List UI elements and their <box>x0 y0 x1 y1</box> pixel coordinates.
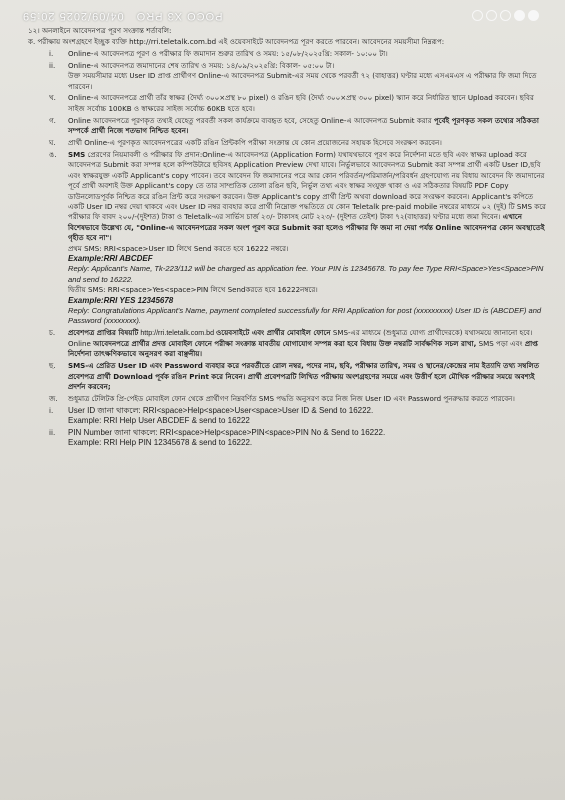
sms-emphasis: এখানে বিশেষভাবে উল্লেখ্য যে, "Online-এ আবেদনপত্রের সকল অংশ পূরণ করে Submit করা হলেও পরীক্ষার ফি জমা না দেয়া পর্যন্ত Online আবেদনপত্র কোন অবস্থাতেই গৃহীত হবে না"। <box>68 212 545 243</box>
list-item <box>28 138 548 148</box>
dot-ring <box>500 10 511 21</box>
watermark-label <box>14 10 223 22</box>
list-item <box>28 150 548 327</box>
dot-filled <box>514 10 525 21</box>
item-marker: ছ. <box>49 361 56 371</box>
admit-bold-3: আবেদনপত্রে প্রার্থীর প্রদত্ত মোবাইল ফোনে পরীক্ষা সংক্রান্ত যাবতীয় যোগাযোগ সম্পন্ন করা হবে বিধায় উক্ত নম্বরটি সার্বক্ষণিক সচল রাখা, <box>93 338 477 348</box>
list-item <box>28 361 548 392</box>
item-marker: গ. <box>49 115 56 125</box>
item-marker: ii. <box>49 60 56 70</box>
item-marker: ii. <box>49 428 56 438</box>
example-2: Example:RRI YES 12345678 <box>68 295 174 305</box>
camera-dots-icon <box>472 10 539 21</box>
admit-bold-2: ওয়েবসাইটে এবং প্রার্থীর মোবাইল ফোনে <box>216 328 331 338</box>
admit-plain-3: SMS পড়া এবং <box>476 338 525 348</box>
admit-bold-1: প্রবেশপত্র প্রাপ্তির বিষয়টি <box>68 328 139 338</box>
item-text: প্রার্থী Online-এ পূরণকৃত আবেদনপত্রের একটি রঙিন প্রিন্টকপি পরীক্ষা সংক্রান্ত যে কোন প্রয়োজনের সহায়ক হিসেবে সংরক্ষণ করবেন। <box>68 138 442 148</box>
example-1: Example:RRI ABCDEF <box>68 254 153 264</box>
reply-2: Reply: Congratulations Applicant's Name, payment completed successfully for RRI Application for post (xxxxxxxxx) User ID is (ABCDEF) and Password (xxxxxxxx). <box>68 306 542 326</box>
list-item <box>28 61 548 92</box>
recovery-line: PIN Number জানা থাকলে: RRI<space>Help<space>PIN<space>PIN No & Send to 16222. <box>68 428 386 438</box>
list-item <box>28 406 548 427</box>
item-marker: ঘ. <box>49 138 56 148</box>
recovery-example: Example: RRI Help PIN 12345678 & send to 16222. <box>68 438 253 448</box>
item-marker: i. <box>49 48 54 58</box>
item-text <box>68 406 548 427</box>
dot-filled <box>528 10 539 21</box>
item-bold: পূর্বেই পূরণকৃত সকল তথ্যের সঠিকতা সম্পর্কে প্রার্থী নিজে শতভাগ নিশ্চিত হবেন। <box>68 115 539 136</box>
item-text: Online-এ আবেদনপত্র পূরণ ও পরীক্ষার ফি জমাদান শুরুর তারিখ ও সময়: ১৫/০৮/২০২৫খ্রি: সকাল- ১০:০০ টা। <box>68 48 388 58</box>
dot-ring <box>472 10 483 21</box>
item-text <box>68 428 548 449</box>
list-item <box>28 328 548 359</box>
recovery-line: User ID জানা থাকলে: RRI<space>Help<space>User<space>User ID & Send to 16222. <box>68 405 374 415</box>
intro-paragraph: ক. পরীক্ষায় অংশগ্রহণে ইচ্ছুক ব্যক্তি http://rri.teletalk.com.bd এই ওয়েবসাইটে আবেদনপত্র পূরণ করতে পারবেন। আবেদনের সময়সীমা নিম্নরূপ: <box>28 37 445 47</box>
watermark-time: 04/09/2025 20:59 <box>22 10 124 22</box>
document-body <box>28 26 548 450</box>
timeline-note: উক্ত সময়সীমার মধ্যে User ID প্রাপ্ত প্রার্থীগণ Online-এ আবেদনপত্র Submit-এর সময় থেকে পরবর্তী ৭২ (বাহাত্তর) ঘণ্টার মধ্যে এসএমএস এ পরীক্ষার ফি জমা দিতে পারবেন। <box>68 71 537 91</box>
sms-lead: SMS <box>68 149 86 159</box>
admit-plain-2: SMS-এর মাধ্যমে (শুধুমাত্র যোগ্য প্রার্থীদেরকে) যথাসময়ে জানানো হবে। Online <box>68 328 533 348</box>
dot-ring <box>486 10 497 21</box>
admit-bold-4: প্রাপ্ত নির্দেশনা তাৎক্ষণিকভাবে অনুসরণ করা বাঞ্ছনীয়। <box>68 338 539 359</box>
item-marker: খ. <box>49 93 56 103</box>
list-item <box>28 116 548 137</box>
recovery-example: Example: RRI Help User ABCDEF & send to 16222 <box>68 416 250 426</box>
list-item <box>28 93 548 114</box>
sms-rules <box>68 150 548 327</box>
watermark-device: POCO X3 PRO <box>135 10 223 22</box>
admit-url: http://rri.teletalk.com.bd <box>138 329 217 338</box>
item-marker: i. <box>49 405 54 415</box>
item-plain: Online আবেদনপত্রে পূরণকৃত তথ্যই যেহেতু পরবর্তী সকল কার্যক্রমে ব্যবহৃত হবে, সেহেতু Online-এ আবেদনপত্র Submit করার <box>68 115 434 125</box>
item-text <box>68 116 548 137</box>
second-sms: দ্বিতীয় SMS: RRI<space>Yes<space>PIN লিখে Sendকরতে হবে 16222নম্বরে। <box>68 285 318 295</box>
section-heading: ১২। অনলাইনে আবেদনপত্র পূরণ সংক্রান্ত শর্তাবলি: <box>28 26 172 35</box>
list-item <box>28 394 548 404</box>
item-marker: চ. <box>49 328 56 338</box>
item-text: শুধুমাত্র টেলিটক প্রি-পেইড মোবাইল ফোন থেকে প্রার্থীগণ নিম্নবর্ণিত SMS পদ্ধতি অনুসরণ করে নিজ নিজ User ID এবং Password পুনরুদ্ধার করতে পারবেন। <box>68 393 515 403</box>
item-text: Online-এ আবেদনপত্রে প্রার্থী তাঁর স্বাক্ষর (দৈর্ঘ্য ৩০০×প্রস্থ ৮০ pixel) ও রঙিন ছবি (দৈর্ঘ্য ৩০০×প্রস্থ ৩০০ pixel) স্ক্যান করে নির্ধারিত স্থানে Upload করবেন। ছবির সাইজ সর্বোচ্চ 100KB ও স্বাক্ষরের সাইজ সর্বোচ্চ 60KB হতে হবে। <box>68 93 534 113</box>
list-item <box>28 49 548 59</box>
item-marker: জ. <box>49 393 58 403</box>
list-item <box>28 428 548 449</box>
item-marker: ঙ. <box>49 149 57 159</box>
item-text <box>68 328 548 359</box>
item-text: SMS-এ প্রেরিত User ID এবং Password ব্যবহার করে পরবর্তীতে রোল নম্বর, পদের নাম, ছবি, পরীক্ষার তারিখ, সময় ও স্থানের/কেন্দ্রের নাম ইত্যাদি তথ্য সম্বলিত প্রবেশপত্র প্রার্থী Download পূর্বক রঙিন Print করে নিবেন। প্রার্থী প্রবেশপত্রটি লিখিত পরীক্ষায় অংশগ্রহণের সময়ে এবং উত্তীর্ণ হলে মৌখিক পরীক্ষার সময়ে অবশ্যই প্রদর্শন করবেন; <box>68 361 540 391</box>
item-text <box>68 61 548 92</box>
reply-1: Reply: Applicant's Name, Tk-223/112 will be charged as application fee. Your PIN is 12345678. To pay fee Type RRI<Space>Yes<Space>PIN and send to 16222. <box>68 264 544 284</box>
first-sms: প্রথম SMS: RRI<space>User ID লিখে Send করতে হবে 16222 নম্বরে। <box>68 243 289 253</box>
item-line: Online-এ আবেদনপত্র জমাদানের শেষ তারিখ ও সময়: ১৪/০৯/২০২৫খ্রি: বিকাল- ০৫:০০ টা। <box>68 60 335 70</box>
sms-text: প্রেরণের নিয়মাবলী ও পরীক্ষার ফি প্রদান:Online-এ আবেদনপত্র (Application Form) যথাযথভাবে পূরণ করে নির্দেশনা মতে ছবি এবং স্বাক্ষর upload করে আবেদনপত্র Submit করা সম্পন্ন হলে কম্পিউটারে ছবিসহ Application Preview দেখা যাবে। নির্ভুলভাবে আবেদনপত্র Submit করা সম্পন্ন প্রার্থী একটি User ID,ছবি এবং স্বাক্ষরযুক্ত একটি Applicant's copy পাবেন। তবে আবেদন ফি জমাদানের পরে আর কোন পরিবর্তন/পরিমার্জন/পরিবর্ধন গ্রহণযোগ্য নয় বিধায় আবেদন ফি জমাদানের পূর্বে প্রার্থী অবশ্যই উক্ত Applicant's copy তে তার সাম্প্রতিক তোলা রঙিন ছবি, নির্ভুল তথ্য এবং স্বাক্ষর সংযুক্ত থাকা ও এর সঠিকতার বিষয়টি PDF Copy ডাউনলোডপূর্বক নিশ্চিত করে রঙিন প্রিন্ট করে সংরক্ষণ করবেন। উক্ত Applicant's copy প্রার্থী প্রিন্ট অথবা download করে সংরক্ষণ করবেন। Applicant's কপিতে একটি User ID নম্বর দেয়া থাকবে এবং User ID নম্বর ব্যবহার করে প্রার্থী নিম্নোক্ত পদ্ধতিতে যে কোন Teletalk pre-paid mobile নম্বরের মাধ্যমে ০২ (দুই) টি SMS করে পরীক্ষার ফি বাবদ ২০০/-(দুইশত) টাকা ও Teletalk-এর সার্ভিস চার্জ ২৩/- টাকাসহ মোট ২২৩/- (দুইশত তেইশ) টাকা ৭২(বাহাত্তর) ঘণ্টার মধ্যে জমা দিবেন। <box>68 149 546 222</box>
